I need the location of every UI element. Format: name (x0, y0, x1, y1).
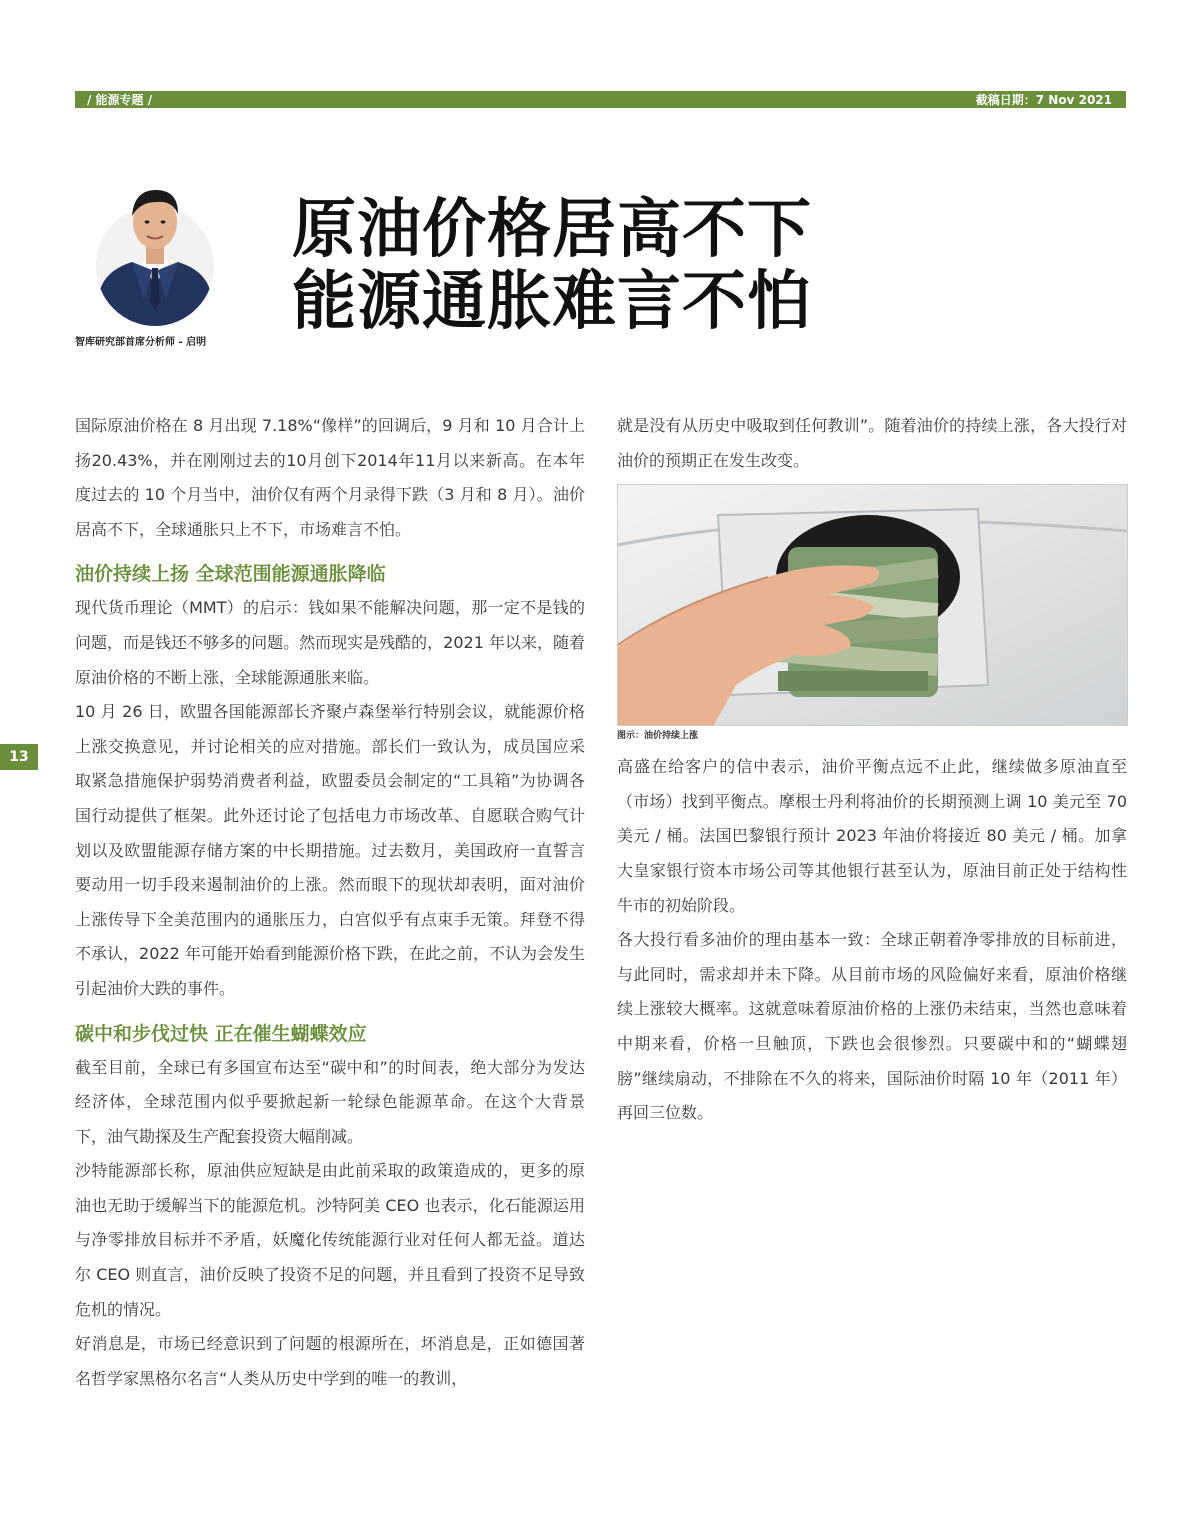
right-column (617, 409, 1127, 1131)
headline-line-2: 能源通胀难言不怕 (292, 265, 812, 339)
page-title (292, 194, 812, 338)
page-number: 13 (0, 744, 38, 770)
section-label: / 能源专题 / (87, 93, 153, 107)
headline-line-1: 原油价格居高不下 (292, 193, 812, 267)
paragraph: 各大投行看多油价的理由基本一致：全球正朝着净零排放的目标前进，与此同时，需求却并未下降。从目前市场的风险偏好来看，原油价格继续上涨较大概率。这就意味着原油价格的上涨仍未结束，当然也意味着中期来看，价格一旦触顶，下跌也会很惨烈。只要碳中和的“蝴蝶翅膀”继续扇动，不排除在不久的将来，国际油价时隔 10 年（2011 年）再回三位数。 (617, 930, 1127, 1123)
paragraph: 10 月 26 日，欧盟各国能源部长齐聚卢森堡举行特别会议，就能源价格上涨交换意见，并讨论相关的应对措施。部长们一致认为，成员国应采取紧急措施保护弱势消费者利益，欧盟委员会制定的“工具箱”为协调各国行动提供了框架。此外还讨论了包括电力市场改革、自愿联合购气计划以及欧盟能源存储方案的中长期措施。过去数月，美国政府一直誓言要动用一切手段来遏制油价的上涨。然而眼下的现状却表明，面对油价上涨传导下全美范围内的通胀压力，白宫似乎有点束手无策。拜登不得不承认，2022 年可能开始看到能源价格下跌，在此之前，不认为会发生引起油价大跌的事件。 (75, 702, 585, 998)
person-portrait-icon (96, 178, 214, 326)
section-heading: 碳中和步伐过快 正在催生蝴蝶效应 (75, 1022, 367, 1045)
header-bar (75, 91, 1126, 108)
photo-caption: 图示：油价持续上涨 (617, 731, 699, 742)
left-column (75, 409, 585, 1396)
deadline-date: 截稿日期：7 Nov 2021 (975, 93, 1112, 107)
paragraph: 高盛在给客户的信中表示，油价平衡点远不止此，继续做多原油直至（市场）找到平衡点。摩根士丹利将油价的长期预测上调 10 美元至 70 美元 / 桶。法国巴黎银行预计 2023 年油价将接近 80 美元 / 桶。加拿大皇家银行资本市场公司等其他银行甚至认为，原油目前正处于结构性牛市的初始阶段。 (617, 757, 1127, 915)
paragraph: 沙特能源部长称，原油供应短缺是由此前采取的政策造成的，更多的原油也无助于缓解当下的能源危机。沙特阿美 CEO 也表示，化石能源运用与净零排放目标并不矛盾，妖魔化传统能源行业对任何人都无益。道达尔 CEO 则直言，油价反映了投资不足的问题，并且看到了投资不足导致危机的情况。 (75, 1161, 585, 1319)
paragraph: 截至目前，全球已有多国宣布达至“碳中和”的时间表，绝大部分为发达经济体，全球范围内似乎要掀起新一轮绿色能源革命。在这个大背景下，油气勘探及生产配套投资大幅削减。 (75, 1057, 585, 1146)
paragraph: 国际原油价格在 8 月出现 7.18%“像样”的回调后，9 月和 10 月合计上扬20.43%，并在刚刚过去的10月创下2014年11月以来新高。在本年度过去的 10 个月当中，油价仅有两个月录得下跌（3 月和 8 月）。油价居高不下，全球通胀只上不下，市场难言不怕。 (75, 416, 585, 539)
section-heading: 油价持续上扬 全球范围能源通胀降临 (75, 563, 386, 586)
paragraph: 就是没有从历史中吸取到任何教训”。随着油价的持续上涨，各大投行对油价的预期正在发生改变。 (617, 416, 1127, 470)
paragraph: 现代货币理论（MMT）的启示：钱如果不能解决问题，那一定不是钱的问题，而是钱还不够多的问题。然而现实是残酷的，2021 年以来，随着原油价格的不断上涨，全球能源通胀来临。 (75, 598, 585, 687)
money-fuel-tank-photo-icon (617, 484, 1128, 726)
paragraph: 好消息是，市场已经意识到了问题的根源所在，坏消息是，正如德国著名哲学家黑格尔名言“人类从历史中学到的唯一的教训， (75, 1334, 585, 1388)
author-caption: 智库研究部首席分析师 - 启明 (75, 337, 207, 348)
